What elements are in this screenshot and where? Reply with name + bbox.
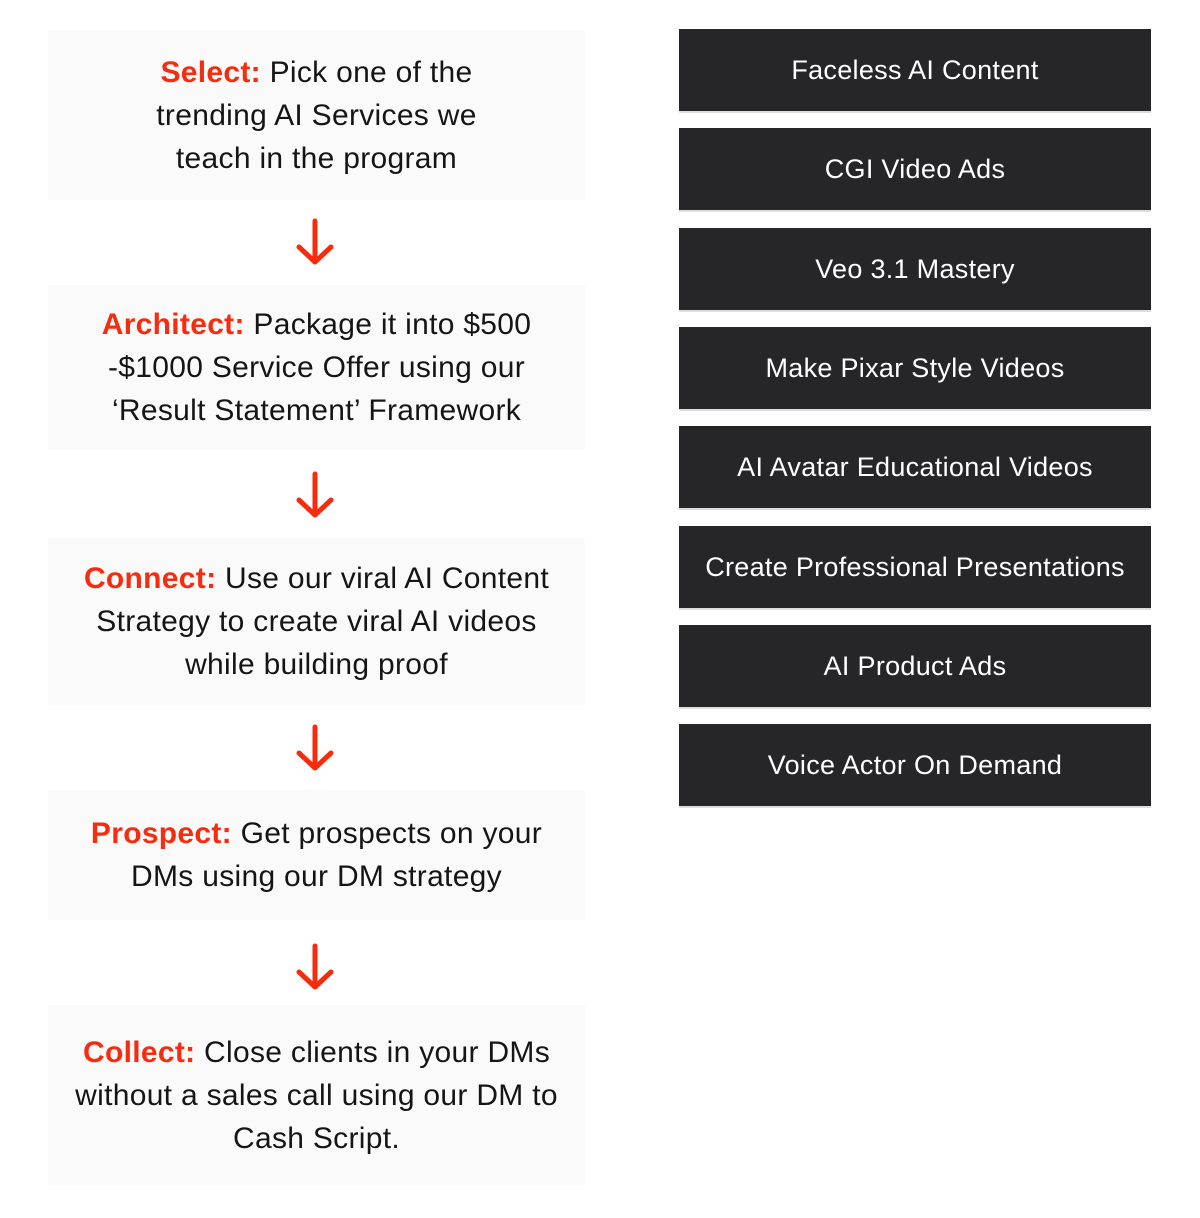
step-architect bbox=[48, 285, 585, 450]
step-text: Use our viral AI Content Strategy to create viral AI videos while building proof bbox=[96, 562, 550, 681]
step-prospect bbox=[48, 790, 585, 920]
service-button[interactable]: Veo 3.1 Mastery bbox=[679, 228, 1151, 312]
step-connect bbox=[48, 538, 585, 705]
service-button[interactable]: CGI Video Ads bbox=[679, 128, 1151, 212]
step-text: Package it into $500 -$1000 Service Offer using our ‘Result Statement’ Framework bbox=[107, 308, 532, 427]
step-keyword: Architect: bbox=[101, 308, 245, 341]
step-collect bbox=[48, 1005, 585, 1185]
step-keyword: Select: bbox=[160, 55, 261, 89]
service-button[interactable]: Faceless AI Content bbox=[679, 29, 1151, 113]
service-button[interactable]: AI Product Ads bbox=[679, 625, 1151, 709]
step-text: Get prospects on your DMs using our DM strategy bbox=[131, 817, 543, 893]
service-button[interactable]: Voice Actor On Demand bbox=[679, 724, 1151, 808]
step-text: Pick one of the trending AI Services we teach in the program bbox=[156, 55, 477, 175]
service-button[interactable]: AI Avatar Educational Videos bbox=[679, 426, 1151, 510]
step-keyword: Collect: bbox=[83, 1035, 196, 1069]
step-keyword: Connect: bbox=[83, 562, 217, 595]
arrow-down-icon bbox=[293, 942, 337, 992]
step-select bbox=[48, 30, 585, 200]
step-keyword: Prospect: bbox=[90, 817, 232, 850]
arrow-down-icon bbox=[293, 723, 337, 773]
step-text: Close clients in your DMs without a sales call using our DM to Cash Script. bbox=[75, 1035, 558, 1155]
arrow-down-icon bbox=[293, 470, 337, 520]
service-button[interactable]: Create Professional Presentations bbox=[679, 526, 1151, 610]
service-button[interactable]: Make Pixar Style Videos bbox=[679, 327, 1151, 411]
arrow-down-icon bbox=[293, 217, 337, 267]
